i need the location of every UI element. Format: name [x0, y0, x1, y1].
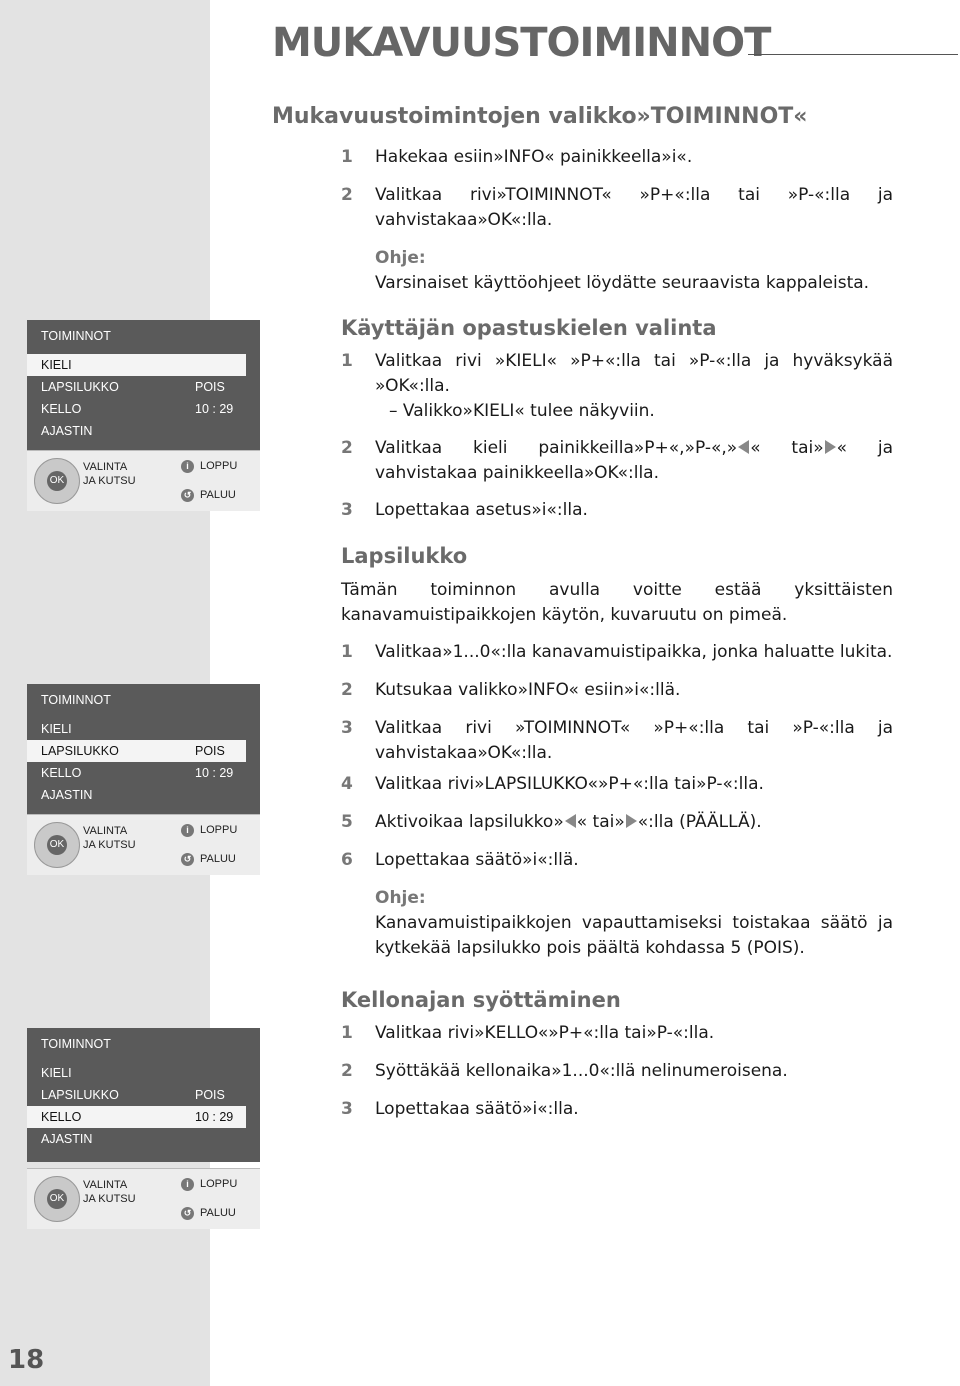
step-number: 3 — [341, 718, 353, 738]
left-arrow-icon — [738, 440, 749, 454]
step-text: Kutsukaa valikko»INFO« esiin»i«:llä. — [375, 680, 681, 700]
legend-select: VALINTA JA KUTSU — [83, 1179, 136, 1205]
menu-row-label: LAPSILUKKO — [41, 744, 119, 758]
step-text: Valitkaa rivi»TOIMINNOT« »P+«:lla tai »P-«:lla ja vahvistakaa»OK«:lla. — [375, 185, 893, 230]
step-number: 4 — [341, 774, 353, 794]
right-arrow-icon — [825, 440, 836, 454]
step-number: 5 — [341, 812, 353, 832]
menu-row-label: KIELI — [41, 1066, 72, 1080]
hint-label: Ohje: — [375, 248, 426, 268]
tv-menu-child-lock — [27, 684, 260, 875]
page-number: 18 — [8, 1345, 45, 1375]
section-heading-clock: Kellonajan syöttäminen — [341, 988, 621, 1012]
legend-exit: LOPPU — [200, 824, 238, 836]
menu-row-timer[interactable] — [27, 784, 246, 814]
menu-row-value: POIS — [195, 380, 225, 394]
menu-row-label: KELLO — [41, 1110, 82, 1124]
step-number: 2 — [341, 680, 353, 700]
legend-back: PALUU — [200, 853, 236, 865]
ok-icon: OK — [47, 835, 67, 855]
menu-row-clock[interactable] — [27, 762, 246, 784]
step-text: Valitkaa rivi »KIELI« »P+«:lla tai »P-«:lla ja hyväksykää »OK«:lla. — [375, 351, 893, 396]
step-text-part: «:lla (PÄÄLLÄ). — [637, 812, 762, 832]
menu-row-clock[interactable] — [27, 398, 246, 420]
back-icon: ↺ — [181, 853, 194, 866]
step — [341, 183, 893, 233]
step — [341, 848, 893, 873]
menu-row-language[interactable] — [27, 1062, 246, 1084]
step — [341, 640, 893, 665]
step-text-part: Aktivoikaa lapsilukko» — [375, 812, 564, 832]
menu-row-value: POIS — [195, 744, 225, 758]
menu-legend — [27, 450, 260, 511]
menu-row-label: KELLO — [41, 402, 82, 416]
step-text: Lopettakaa säätö»i«:llä. — [375, 850, 579, 870]
hint-label: Ohje: — [375, 888, 426, 908]
step-text: Valitkaa rivi»LAPSILUKKO«»P+«:lla tai»P-«:lla. — [375, 774, 764, 794]
step-number: 2 — [341, 438, 353, 458]
legend-back: PALUU — [200, 1207, 236, 1219]
step-text: Valitkaa»1...0«:lla kanavamuistipaikka, jonka haluatte lukita. — [375, 642, 893, 662]
menu-row-language[interactable] — [27, 354, 246, 376]
tv-menu-language — [27, 320, 260, 511]
step-text-part: Valitkaa kieli painikkeilla»P+«,»P-«,» — [375, 438, 738, 458]
menu-row-label: KIELI — [41, 722, 72, 736]
step-text: Valitkaa rivi»KELLO«»P+«:lla tai»P-«:lla. — [375, 1023, 715, 1043]
title-rule — [748, 54, 958, 55]
menu-legend — [27, 1168, 260, 1229]
step-text: Lopettakaa säätö»i«:lla. — [375, 1099, 579, 1119]
menu-title: TOIMINNOT — [41, 693, 111, 707]
step-number: 1 — [341, 642, 353, 662]
step — [341, 1021, 893, 1046]
menu-row-value: 10 : 29 — [195, 1110, 234, 1124]
ok-icon: OK — [47, 1189, 67, 1209]
menu-row-clock[interactable] — [27, 1106, 246, 1128]
menu-row-label: KIELI — [41, 358, 72, 372]
step — [341, 349, 893, 424]
step-text: Syöttäkää kellonaika»1...0«:llä nelinumeroisena. — [375, 1061, 788, 1081]
step-text-part: « ja vahvistakaa painikkeella»OK«:lla. — [375, 438, 893, 483]
step — [341, 436, 893, 486]
step-number: 6 — [341, 850, 353, 870]
menu-legend — [27, 814, 260, 875]
menu-row-value: 10 : 29 — [195, 402, 234, 416]
info-icon: i — [181, 1178, 194, 1191]
navigation-pad-icon — [34, 822, 80, 868]
info-icon: i — [181, 460, 194, 473]
back-icon: ↺ — [181, 1207, 194, 1220]
menu-panel — [27, 1028, 260, 1162]
legend-exit: LOPPU — [200, 460, 238, 472]
ok-icon: OK — [47, 471, 67, 491]
step-text: Valitkaa rivi »TOIMINNOT« »P+«:lla tai »P-«:lla ja vahvistakaa»OK«:lla. — [375, 718, 893, 763]
legend-select: VALINTA JA KUTSU — [83, 461, 136, 487]
navigation-pad-icon — [34, 1176, 80, 1222]
menu-row-label: AJASTIN — [41, 424, 93, 438]
menu-row-child-lock[interactable] — [27, 376, 246, 398]
back-icon: ↺ — [181, 489, 194, 502]
menu-title: TOIMINNOT — [41, 1037, 111, 1051]
menu-row-language[interactable] — [27, 718, 246, 740]
menu-row-child-lock[interactable] — [27, 740, 246, 762]
legend-exit: LOPPU — [200, 1178, 238, 1190]
step-text — [375, 436, 893, 486]
step-text: Hakekaa esiin»INFO« painikkeella»i«. — [375, 147, 693, 167]
step — [341, 716, 893, 766]
hint-block — [375, 246, 893, 296]
menu-row-timer[interactable] — [27, 1128, 246, 1162]
step-text-part: « tai» — [750, 438, 824, 458]
legend-back: PALUU — [200, 489, 236, 501]
menu-row-timer[interactable] — [27, 420, 246, 450]
step-subtext: – Valikko»KIELI« tulee näkyviin. — [389, 401, 655, 421]
step-number: 1 — [341, 1023, 353, 1043]
section-heading-menu: Mukavuustoimintojen valikko»TOIMINNOT« — [272, 104, 808, 129]
hint-block — [375, 886, 893, 961]
menu-row-label: KELLO — [41, 766, 82, 780]
left-arrow-icon — [565, 814, 576, 828]
menu-row-value: POIS — [195, 1088, 225, 1102]
step — [341, 678, 893, 703]
section-heading-child-lock: Lapsilukko — [341, 544, 468, 568]
menu-panel — [27, 320, 260, 450]
step-number: 1 — [341, 147, 353, 167]
step-number: 2 — [341, 1061, 353, 1081]
step-text: Lopettakaa asetus»i«:lla. — [375, 500, 588, 520]
navigation-pad-icon — [34, 458, 80, 504]
step-text — [375, 810, 893, 835]
tv-menu-clock — [27, 1028, 260, 1229]
step — [341, 1059, 893, 1084]
right-arrow-icon — [626, 814, 637, 828]
step-number: 3 — [341, 1099, 353, 1119]
page-title: MUKAVUUSTOIMINNOT — [272, 20, 771, 66]
step — [341, 772, 893, 797]
section-heading-language: Käyttäjän opastuskielen valinta — [341, 316, 717, 340]
hint-text: Kanavamuistipaikkojen vapauttamiseksi toistakaa säätö ja kytkekää lapsilukko pois päältä kohdassa 5 (POIS). — [375, 913, 893, 958]
step-number: 3 — [341, 500, 353, 520]
menu-row-label: LAPSILUKKO — [41, 1088, 119, 1102]
menu-row-child-lock[interactable] — [27, 1084, 246, 1106]
step — [341, 145, 893, 170]
step-number: 2 — [341, 185, 353, 205]
hint-text: Varsinaiset käyttöohjeet löydätte seuraavista kappaleista. — [375, 273, 870, 293]
step — [341, 1097, 893, 1122]
menu-title: TOIMINNOT — [41, 329, 111, 343]
section-intro: Tämän toiminnon avulla voitte estää yksittäisten kanavamuistipaikkojen käytön, kuvaruutu on pimeä. — [341, 580, 893, 625]
step-text-part: « tai» — [576, 812, 625, 832]
step-number: 1 — [341, 351, 353, 371]
menu-row-label: LAPSILUKKO — [41, 380, 119, 394]
legend-select: VALINTA JA KUTSU — [83, 825, 136, 851]
info-icon: i — [181, 824, 194, 837]
menu-row-value: 10 : 29 — [195, 766, 234, 780]
menu-row-label: AJASTIN — [41, 788, 93, 802]
step — [341, 810, 893, 835]
step — [341, 498, 893, 523]
menu-panel — [27, 684, 260, 814]
menu-row-label: AJASTIN — [41, 1132, 93, 1146]
